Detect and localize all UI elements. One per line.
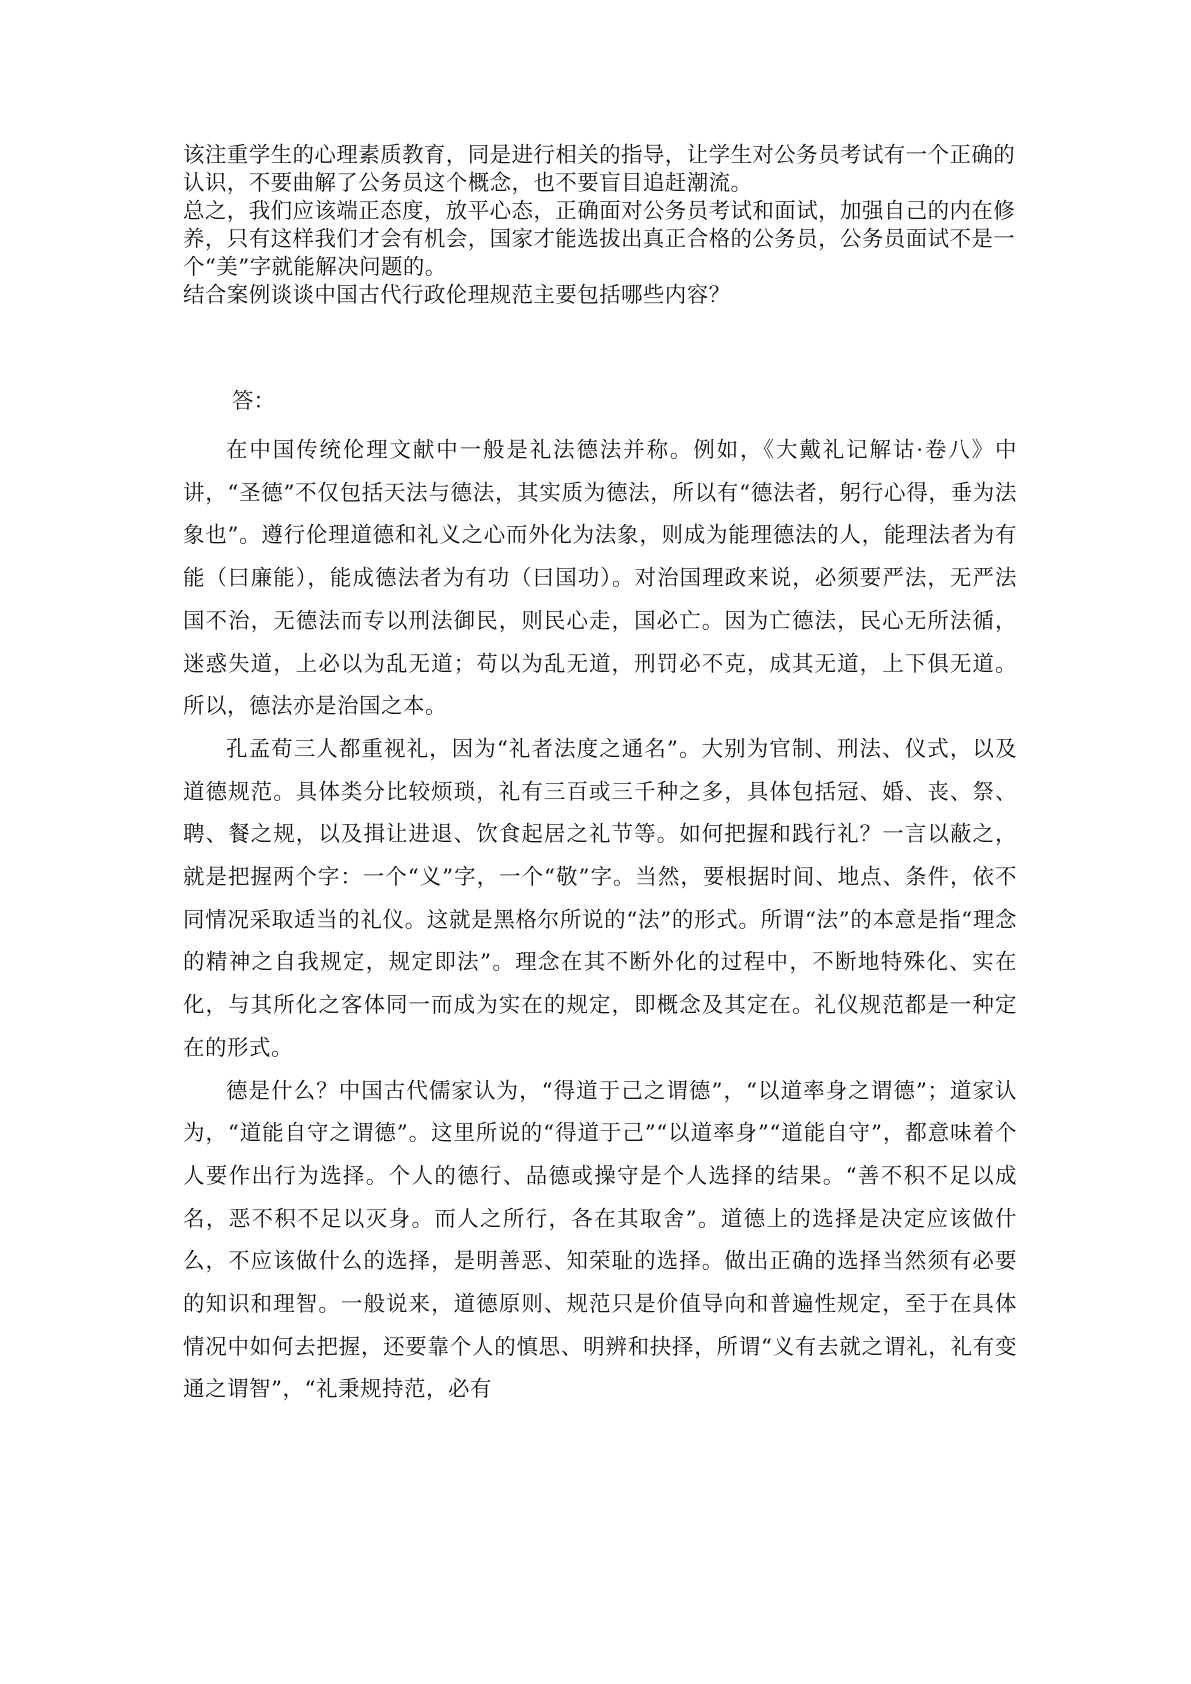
answer-body xyxy=(183,430,1017,1412)
intro-paragraph-1: 该注重学生的心理素质教育，同是进行相关的指导，让学生对公务员考试有一个正确的认识，不要曲解了公务员这个概念，也不要盲目追赶潮流。 xyxy=(183,143,1016,196)
intro-section xyxy=(183,142,1023,310)
question-heading: 结合案例谈谈中国古代行政伦理规范主要包括哪些内容？ xyxy=(183,283,731,308)
answer-paragraph-3: 德是什么？中国古代儒家认为，“得道于己之谓德”，“以道率身之谓德”；道家认为，“道能自守之谓德”。这里所说的“得道于己”“以道率身”“道能自守”，都意味着个人要作出行为选择。个人的德行、品德或操守是个人选择的结果。“善不积不足以成名，恶不积不足以灭身。而人之所行，各在其取舍”。道德上的选择是决定应该做什么，不应该做什么的选择，是明善恶、知荣耻的选择。做出正确的选择当然须有必要的知识和理智。一般说来，道德原则、规范只是价值导向和普遍性规定，至于在具体情况中如何去把握，还要靠个人的慎思、明辨和抉择，所谓“义有去就之谓礼，礼有变通之谓智”，“礼秉规持范，必有 xyxy=(183,1078,1017,1403)
answer-paragraph-2: 孔孟荀三人都重视礼，因为“礼者法度之通名”。大别为官制、刑法、仪式，以及道德规范。具体类分比较烦琐，礼有三百或三千种之多，具体包括冠、婚、丧、祭、聘、餐之规，以及揖让进退、饮食起居之礼节等。如何把握和践行礼？一言以蔽之，就是把握两个字：一个“义”字，一个“敬”字。当然，要根据时间、地点、条件，依不同情况采取适当的礼仪。这就是黑格尔所说的“法”的形式。所谓“法”的本意是指“理念的精神之自我规定，规定即法”。理念在其不断外化的过程中，不断地特殊化、实在化，与其所化之客体同一而成为实在的规定，即概念及其定在。礼仪规范都是一种定在的形式。 xyxy=(183,736,1017,1061)
answer-label: 答： xyxy=(232,389,276,414)
answer-paragraph-1: 在中国传统伦理文献中一般是礼法德法并称。例如，《大戴礼记解诂·卷八》中讲，“圣德”不仅包括天法与德法，其实质为德法，所以有“德法者，躬行心得，垂为法象也”。遵行伦理道德和礼义之心而外化为法象，则成为能理德法的人，能理法者为有能（曰廉能），能成德法者为有功（曰国功）。对治国理政来说，必须要严法，无严法国不治，无德法而专以刑法御民，则民心走，国必亡。因为亡德法，民心无所法循，迷惑失道，上必以为乱无道；苟以为乱无道，刑罚必不克，成其无道，上下俱无道。所以，德法亦是治国之本。 xyxy=(183,438,1017,720)
intro-paragraph-2: 总之，我们应该端正态度，放平心态，正确面对公务员考试和面试，加强自己的内在修养，只有这样我们才会有机会，国家才能选拔出真正合格的公务员，公务员面试不是一个“美”字就能解决问题的。 xyxy=(183,199,1016,280)
